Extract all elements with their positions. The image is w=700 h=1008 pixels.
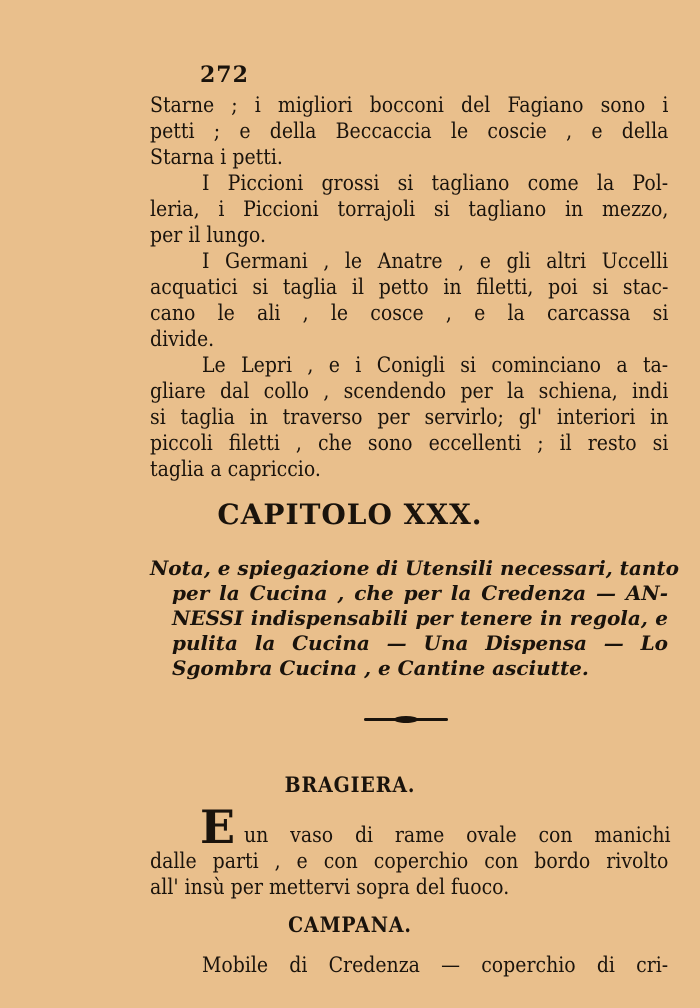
chapter-summary-line: per la Cucina , che per la Credenza — AN-	[172, 581, 668, 605]
drop-cap: E	[200, 800, 236, 854]
text-line: si taglia in traverso per servirlo; gl' interiori in	[150, 405, 669, 429]
page-number: 272	[200, 62, 249, 88]
chapter-summary-line: pulita la Cucina — Una Dispensa — Lo	[172, 631, 668, 655]
section-heading: CAMPANA.	[288, 912, 412, 937]
section-heading: BRAGIERA.	[284, 772, 416, 797]
chapter-summary-line: Sgombra Cucina , e Cantine asciutte.	[172, 656, 589, 680]
text-line: per il lungo.	[150, 223, 266, 247]
text-line: acquatici si taglia il petto in filetti, poi si stac-	[150, 275, 669, 299]
chapter-summary-line: Nota, e spiegazione di Utensili necessari, tanto	[150, 556, 679, 580]
text-line: I Germani , le Anatre , e gli altri Uccelli	[202, 249, 669, 273]
text-line: Starna i petti.	[150, 145, 283, 169]
text-line: Le Lepri , e i Conigli si cominciano a ta-	[202, 353, 669, 377]
text-line: piccoli filetti , che sono eccellenti ; il resto si	[150, 431, 669, 455]
text-line: petti ; e della Beccaccia le coscie , e della	[150, 119, 669, 143]
text-line: I Piccioni grossi si tagliano come la Pol-	[202, 171, 669, 195]
text-line: un vaso di rame ovale con manichi	[244, 823, 671, 847]
text-line: divide.	[150, 327, 215, 351]
text-line: Mobile di Credenza — coperchio di cri-	[202, 953, 669, 977]
text-line: taglia a capriccio.	[150, 457, 321, 481]
text-line: Starne ; i migliori bocconi del Fagiano sono i	[150, 93, 669, 117]
text-line: gliare dal collo , scendendo per la schiena, indi	[150, 379, 669, 403]
text-line: dalle parti , e con coperchio con bordo rivolto	[150, 849, 669, 873]
text-line: cano le ali , le cosce , e la carcassa si	[150, 301, 669, 325]
text-line: leria, i Piccioni torrajoli si tagliano in mezzo,	[150, 197, 669, 221]
chapter-summary-line: NESSI indispensabili per tenere in regola, e	[172, 606, 668, 630]
chapter-title: CAPITOLO XXX.	[217, 498, 483, 531]
text-line: all' insù per mettervi sopra del fuoco.	[150, 875, 510, 899]
ornamental-divider	[364, 718, 448, 721]
